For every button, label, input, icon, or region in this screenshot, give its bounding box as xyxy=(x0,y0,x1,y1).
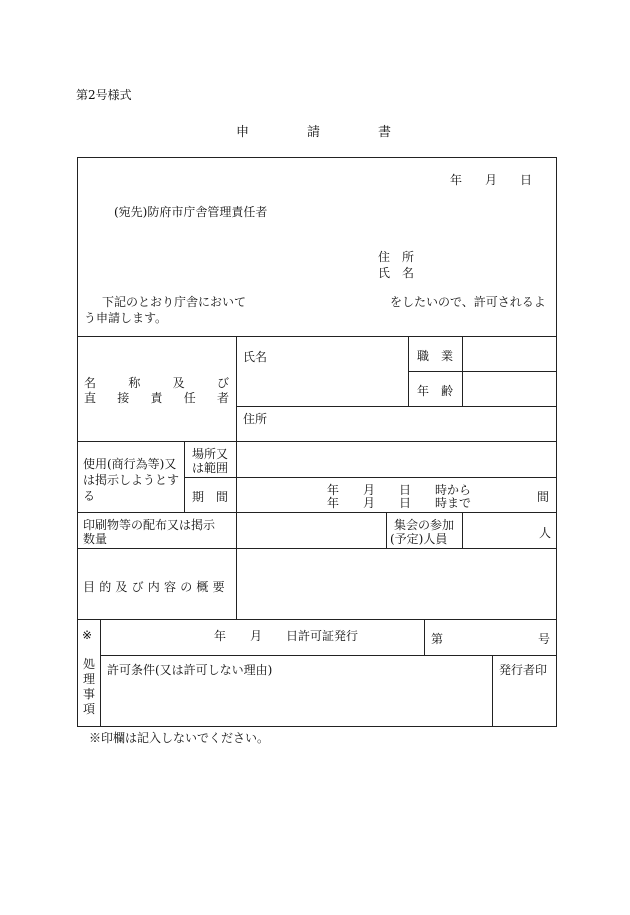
divider xyxy=(77,441,557,442)
divider xyxy=(77,619,557,620)
divider xyxy=(492,655,493,727)
date-day: 日 xyxy=(520,173,533,187)
place-label-line2: は範囲 xyxy=(192,461,229,475)
date-year: 年 xyxy=(450,173,463,187)
permit-number-suffix: 号 xyxy=(538,632,551,646)
footer-note: ※印欄は記入しないでください。 xyxy=(89,731,270,745)
divider xyxy=(77,548,557,549)
form-number: 第2号様式 xyxy=(76,88,132,102)
request-text-2: う申請します。 xyxy=(84,311,168,325)
applicant-address-label: 住 所 xyxy=(378,250,415,264)
request-text-b: をしたいので、許可されるよ xyxy=(390,295,546,309)
divider xyxy=(236,512,237,619)
title-char-3: 書 xyxy=(378,125,392,140)
divider xyxy=(236,336,237,441)
divider xyxy=(462,512,463,548)
processing-char: 処 xyxy=(83,657,96,671)
permit-conditions-label: 許可条件(又は許可しない理由) xyxy=(107,663,273,677)
label-char: 及 xyxy=(172,376,185,390)
period-from: 年 月 日 時から xyxy=(327,483,472,497)
permit-issue-date: 年 月 日許可証発行 xyxy=(214,629,359,643)
divider xyxy=(408,371,557,372)
place-label-line1: 場所又 xyxy=(192,447,229,461)
label-char: 者 xyxy=(216,391,229,405)
applicant-name-label: 氏 名 xyxy=(378,266,415,280)
label-char: 直 xyxy=(84,391,97,405)
divider xyxy=(100,619,101,727)
processing-char: 事 xyxy=(83,687,96,701)
period-to: 年 月 日 時まで xyxy=(327,496,472,510)
date-month: 月 xyxy=(485,173,498,187)
divider xyxy=(236,406,557,407)
divider xyxy=(408,336,409,406)
permit-number-prefix: 第 xyxy=(431,632,444,646)
label-char: 任 xyxy=(183,391,196,405)
title-char-2: 請 xyxy=(307,125,321,140)
divider xyxy=(77,336,557,337)
processing-char: 項 xyxy=(83,702,96,716)
period-label: 期 間 xyxy=(192,490,229,504)
divider xyxy=(386,512,387,548)
participants-unit: 人 xyxy=(539,526,552,540)
period-unit: 間 xyxy=(537,490,550,504)
name-resp-label-line2 xyxy=(84,389,229,406)
usage-label-line2: は掲示しようとす xyxy=(83,473,180,487)
divider xyxy=(100,655,557,656)
label-char: 責 xyxy=(150,391,163,405)
title-char-1: 申 xyxy=(236,125,250,140)
printed-label-line1: 印刷物等の配布又は掲示 xyxy=(83,518,216,532)
addressee: (宛先)防府市庁舎管理責任者 xyxy=(114,205,268,219)
divider xyxy=(184,477,557,478)
divider xyxy=(236,441,237,512)
usage-label-line3: る xyxy=(83,489,96,503)
label-char: 接 xyxy=(117,391,130,405)
request-text-a: 下記のとおり庁舎において xyxy=(102,295,247,309)
processing-char: 理 xyxy=(83,672,96,686)
participants-label-line2: (予定)人員 xyxy=(390,532,448,546)
label-char: び xyxy=(216,376,229,390)
occupation-label: 職 業 xyxy=(417,349,454,363)
divider xyxy=(424,619,425,655)
address-field-label: 住所 xyxy=(243,412,268,426)
label-char: 名 xyxy=(84,376,97,390)
divider xyxy=(184,441,185,512)
label-char: 称 xyxy=(128,376,141,390)
name-field-label: 氏名 xyxy=(243,350,268,364)
participants-label-line1: 集会の参加 xyxy=(394,518,455,532)
issuer-seal-label: 発行者印 xyxy=(499,663,548,677)
processing-mark: ※ xyxy=(82,628,93,642)
printed-label-line2: 数量 xyxy=(83,532,108,546)
purpose-label: 目的及び内容の概要 xyxy=(83,580,229,594)
divider xyxy=(77,512,557,513)
divider xyxy=(462,336,463,406)
age-label: 年 齢 xyxy=(417,384,454,398)
usage-label-line1: 使用(商行為等)又 xyxy=(83,457,177,471)
